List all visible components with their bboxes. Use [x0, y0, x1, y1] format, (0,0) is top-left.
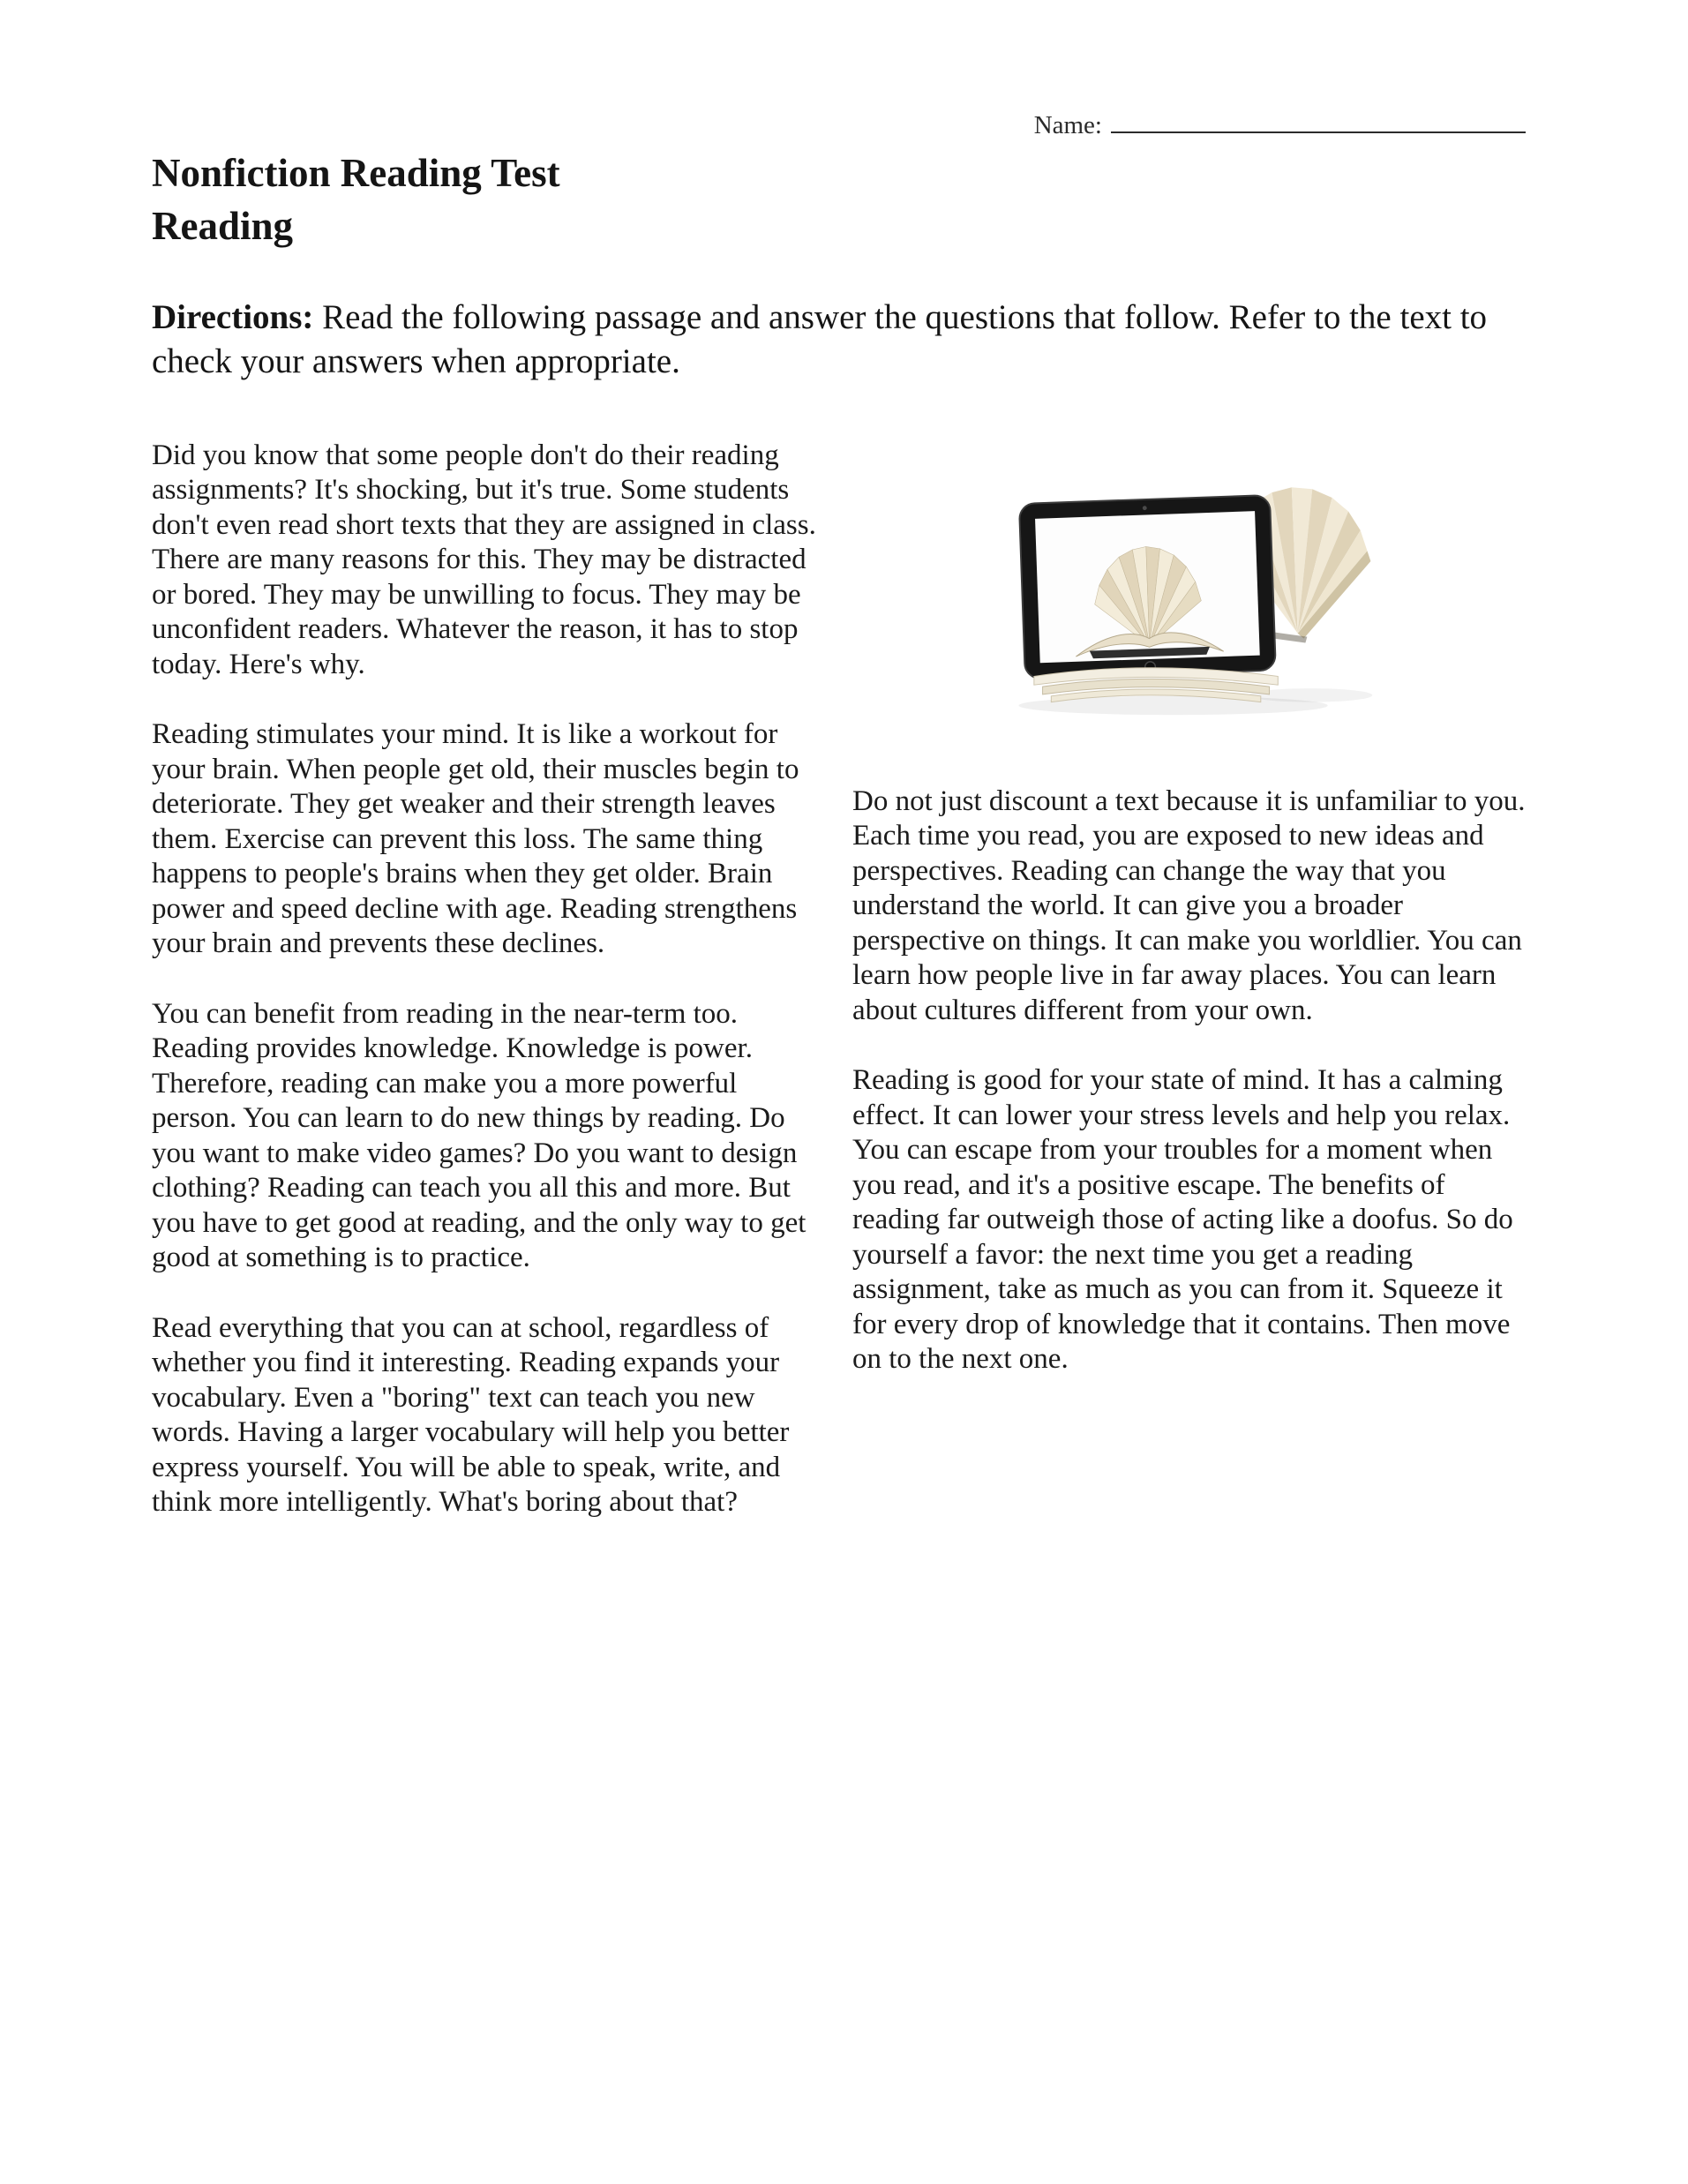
- passage-paragraph-2: Reading stimulates your mind. It is like a workout for your brain. When people get old, their muscles begin to deteriorate. They get weaker and their strength leaves them. Exercise can prevent this loss. The same thing happens to people's brains when they get older. Brain power and speed decline with age. Reading strengthens your brain and prevents these declines.: [152, 718, 799, 960]
- page-title: Nonfiction Reading Test: [152, 151, 560, 195]
- name-label: Name:: [1033, 111, 1102, 139]
- tablet-book-photo: [1000, 465, 1381, 723]
- directions: [152, 296, 1529, 384]
- directions-label: Directions:: [152, 298, 314, 336]
- passage-paragraph-6: Reading is good for your state of mind. It has a calming effect. It can lower your stress levels and help you relax. You can escape from your troubles for a moment when you read, and it's a positive escape. The benefits of reading far outweigh those of acting like a doofus. So do yourself a favor: the next time you get a reading assignment, take as much as you can from it. Squeeze it for every drop of knowledge that it contains. Then move on to the next one.: [852, 1064, 1513, 1376]
- passage-paragraph-1: Did you know that some people don't do their reading assignments? It's shocking, but it's true. Some students don't even read short texts that they are assigned in class. There are many reasons for this. They may be distracted or bored. They may be unwilling to focus. They may be unconfident readers. Whatever the reason, it has to stop today. Here's why.: [152, 439, 816, 680]
- name-row: [152, 106, 1526, 140]
- page-subtitle: Reading: [152, 204, 294, 248]
- passage-paragraph-4: Read everything that you can at school, regardless of whether you find it interesting. Reading expands your vocabulary. Even a "boring" text can teach you new words. Having a larger vocabulary will help you better express yourself. You will be able to speak, write, and think more intelligently. What's boring about that?: [152, 1311, 790, 1519]
- passage-columns: [152, 439, 1529, 1556]
- passage-paragraph-5: Do not just discount a text because it is unfamiliar to you. Each time you read, you are exposed to new ideas and perspectives. Reading can change the way that you understand the world. It can give you a broader perspective on things. It can make you worldlier. You can learn how people live in far away places. You can learn about cultures different from your own.: [852, 784, 1526, 1026]
- directions-text: Read the following passage and answer the questions that follow. Refer to the text to check your answers when appropriate.: [152, 298, 1488, 380]
- passage-paragraph-3: You can benefit from reading in the near-term too. Reading provides knowledge. Knowledge is power. Therefore, reading can make you a more powerful person. You can learn to do new things by reading. Do you want to make video games? Do you want to design clothing? Reading can teach you all this and more. But you have to get good at reading, and the only way to get good at something is to practice.: [152, 997, 806, 1274]
- name-blank-line: [1111, 106, 1526, 133]
- tablet-icon: [1019, 495, 1276, 679]
- right-column: [852, 439, 1528, 1556]
- left-column: [152, 439, 828, 1556]
- tablet-book-illustration-svg: [1000, 465, 1381, 723]
